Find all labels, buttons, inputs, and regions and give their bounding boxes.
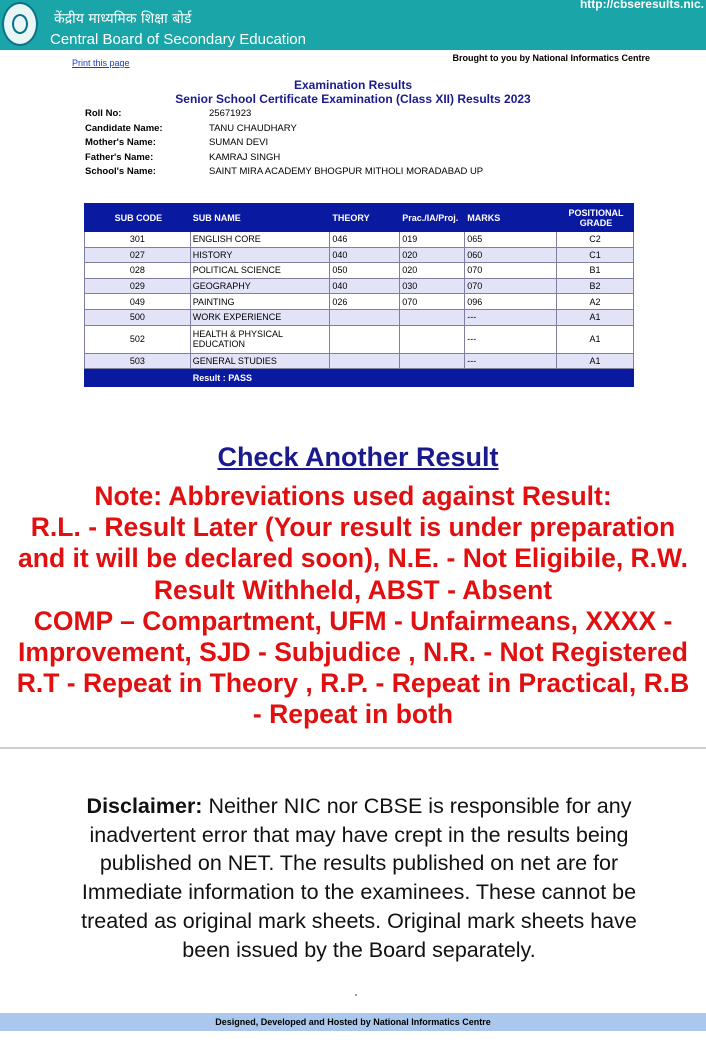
table-row [85,309,634,325]
sub-name-cell: GENERAL STUDIES [190,353,330,369]
note-line: R.T - Repeat in Theory , R.P. - Repeat in Practical, R.B [16,668,690,699]
sub-name-cell: HEALTH & PHYSICAL EDUCATION [190,325,330,353]
theory-cell [330,353,400,369]
practical-cell [400,309,465,325]
theory-cell: 040 [330,278,400,294]
section-divider [0,747,706,749]
brought-by-text: Brought to you by National Informatics Centre [452,53,650,63]
note-line: and it will be declared soon), N.E. - Not Eligibile, R.W. [18,543,688,574]
note-line: Note: Abbreviations used against Result: [94,481,612,511]
col-header-grade: POSITIONAL GRADE [557,204,634,232]
grade-cell: A1 [557,353,634,369]
grade-cell: B2 [557,278,634,294]
check-another-result-link[interactable]: Check Another Result [217,442,499,472]
practical-cell [400,325,465,353]
sub-code-cell: 029 [85,278,191,294]
grade-cell: C1 [557,247,634,263]
practical-cell: 070 [400,294,465,310]
candidate-name-value: TANU CHAUDHARY [209,122,297,134]
practical-cell: 019 [400,232,465,248]
disclaimer-label: Disclaimer: [86,794,203,818]
info-label: Candidate Name: [85,122,163,134]
table-header-row [85,204,634,232]
table-row [85,353,634,369]
table-row [85,278,634,294]
grade-cell: A1 [557,325,634,353]
note-line: R.L. - Result Later (Your result is under preparation [30,512,676,543]
theory-cell [330,309,400,325]
note-line: Improvement, SJD - Subjudice , N.R. - Not Registered [18,637,688,668]
father-name-value: KAMRAJ SINGH [209,151,281,163]
grade-cell: A2 [557,294,634,310]
table-row [85,325,634,353]
sub-name-cell: POLITICAL SCIENCE [190,263,330,279]
sub-code-cell: 027 [85,247,191,263]
sub-code-cell: 028 [85,263,191,279]
marks-cell: --- [465,309,557,325]
exam-heading: Examination Results [293,78,413,92]
grade-cell: A1 [557,309,634,325]
table-row [85,263,634,279]
marks-cell: 070 [465,278,557,294]
site-header [0,0,706,50]
sub-code-cell: 502 [85,325,191,353]
theory-cell: 046 [330,232,400,248]
info-label: School's Name: [85,166,156,177]
grade-cell: C2 [557,232,634,248]
english-title: Central Board of Secondary Education [50,31,306,48]
sub-code-cell: 500 [85,309,191,325]
col-header-theory: THEORY [330,204,400,232]
decorative-dot [355,994,357,996]
col-header-marks: MARKS [465,204,557,232]
result-status: Result : PASS [190,369,633,387]
mother-name-value: SUMAN DEVI [209,137,269,148]
info-label: Father's Name: [85,151,154,163]
disclaimer-text: Neither NIC nor CBSE is responsible for any inadvertent error that may have crept in the results being published on NET. The results published on net are for Immediate information to the examinees. These cannot be treated as original mark sheets. Original mark sheets have been issued by the Board separately. [81,794,637,962]
cbse-logo-icon [2,2,38,46]
theory-cell: 040 [330,247,400,263]
site-url: http://cbseresults.nic. [579,0,704,11]
note-line: COMP – Compartment, UFM - Unfairmeans, XXXX - [33,605,673,636]
grade-cell: B1 [557,263,634,279]
hindi-title: केंद्रीय माध्यमिक शिक्षा बोर्ड [54,11,192,27]
exam-subheading: Senior School Certificate Examination (Class XII) Results 2023 [175,92,531,106]
table-row [85,232,634,248]
result-row [85,369,634,387]
marks-cell: 065 [465,232,557,248]
col-header-sub-code: SUB CODE [85,204,191,232]
roll-no-value: 25671923 [209,108,252,119]
marks-cell: 060 [465,247,557,263]
sub-name-cell: HISTORY [190,247,330,263]
school-name-value: SAINT MIRA ACADEMY BHOGPUR MITHOLI MORADABAD UP [209,166,484,177]
marks-cell: 096 [465,294,557,310]
sub-name-cell: ENGLISH CORE [190,232,330,248]
result-spacer [85,369,191,387]
sub-code-cell: 049 [85,294,191,310]
sub-code-cell: 301 [85,232,191,248]
theory-cell [330,325,400,353]
site-footer: Designed, Developed and Hosted by National Informatics Centre [0,1013,706,1031]
marks-cell: --- [465,325,557,353]
sub-code-cell: 503 [85,353,191,369]
table-row [85,294,634,310]
table-row [85,247,634,263]
marks-cell: --- [465,353,557,369]
theory-cell: 050 [330,263,400,279]
practical-cell: 030 [400,278,465,294]
practical-cell [400,353,465,369]
disclaimer [64,792,654,964]
practical-cell: 020 [400,263,465,279]
note-line: Result Withheld, ABST - Absent [153,574,553,605]
practical-cell: 020 [400,247,465,263]
marks-table [84,203,634,387]
theory-cell: 026 [330,294,400,310]
abbreviations-note [0,481,706,731]
info-label: Roll No: [85,108,122,119]
col-header-sub-name: SUB NAME [190,204,330,232]
print-page-link[interactable]: Print this page [72,58,130,68]
sub-name-cell: WORK EXPERIENCE [190,309,330,325]
sub-name-cell: GEOGRAPHY [190,278,330,294]
marks-cell: 070 [465,263,557,279]
sub-name-cell: PAINTING [190,294,330,310]
col-header-practical: Prac./IA/Proj. [400,204,465,232]
info-label: Mother's Name: [85,137,156,148]
note-line: - Repeat in both [252,699,454,730]
